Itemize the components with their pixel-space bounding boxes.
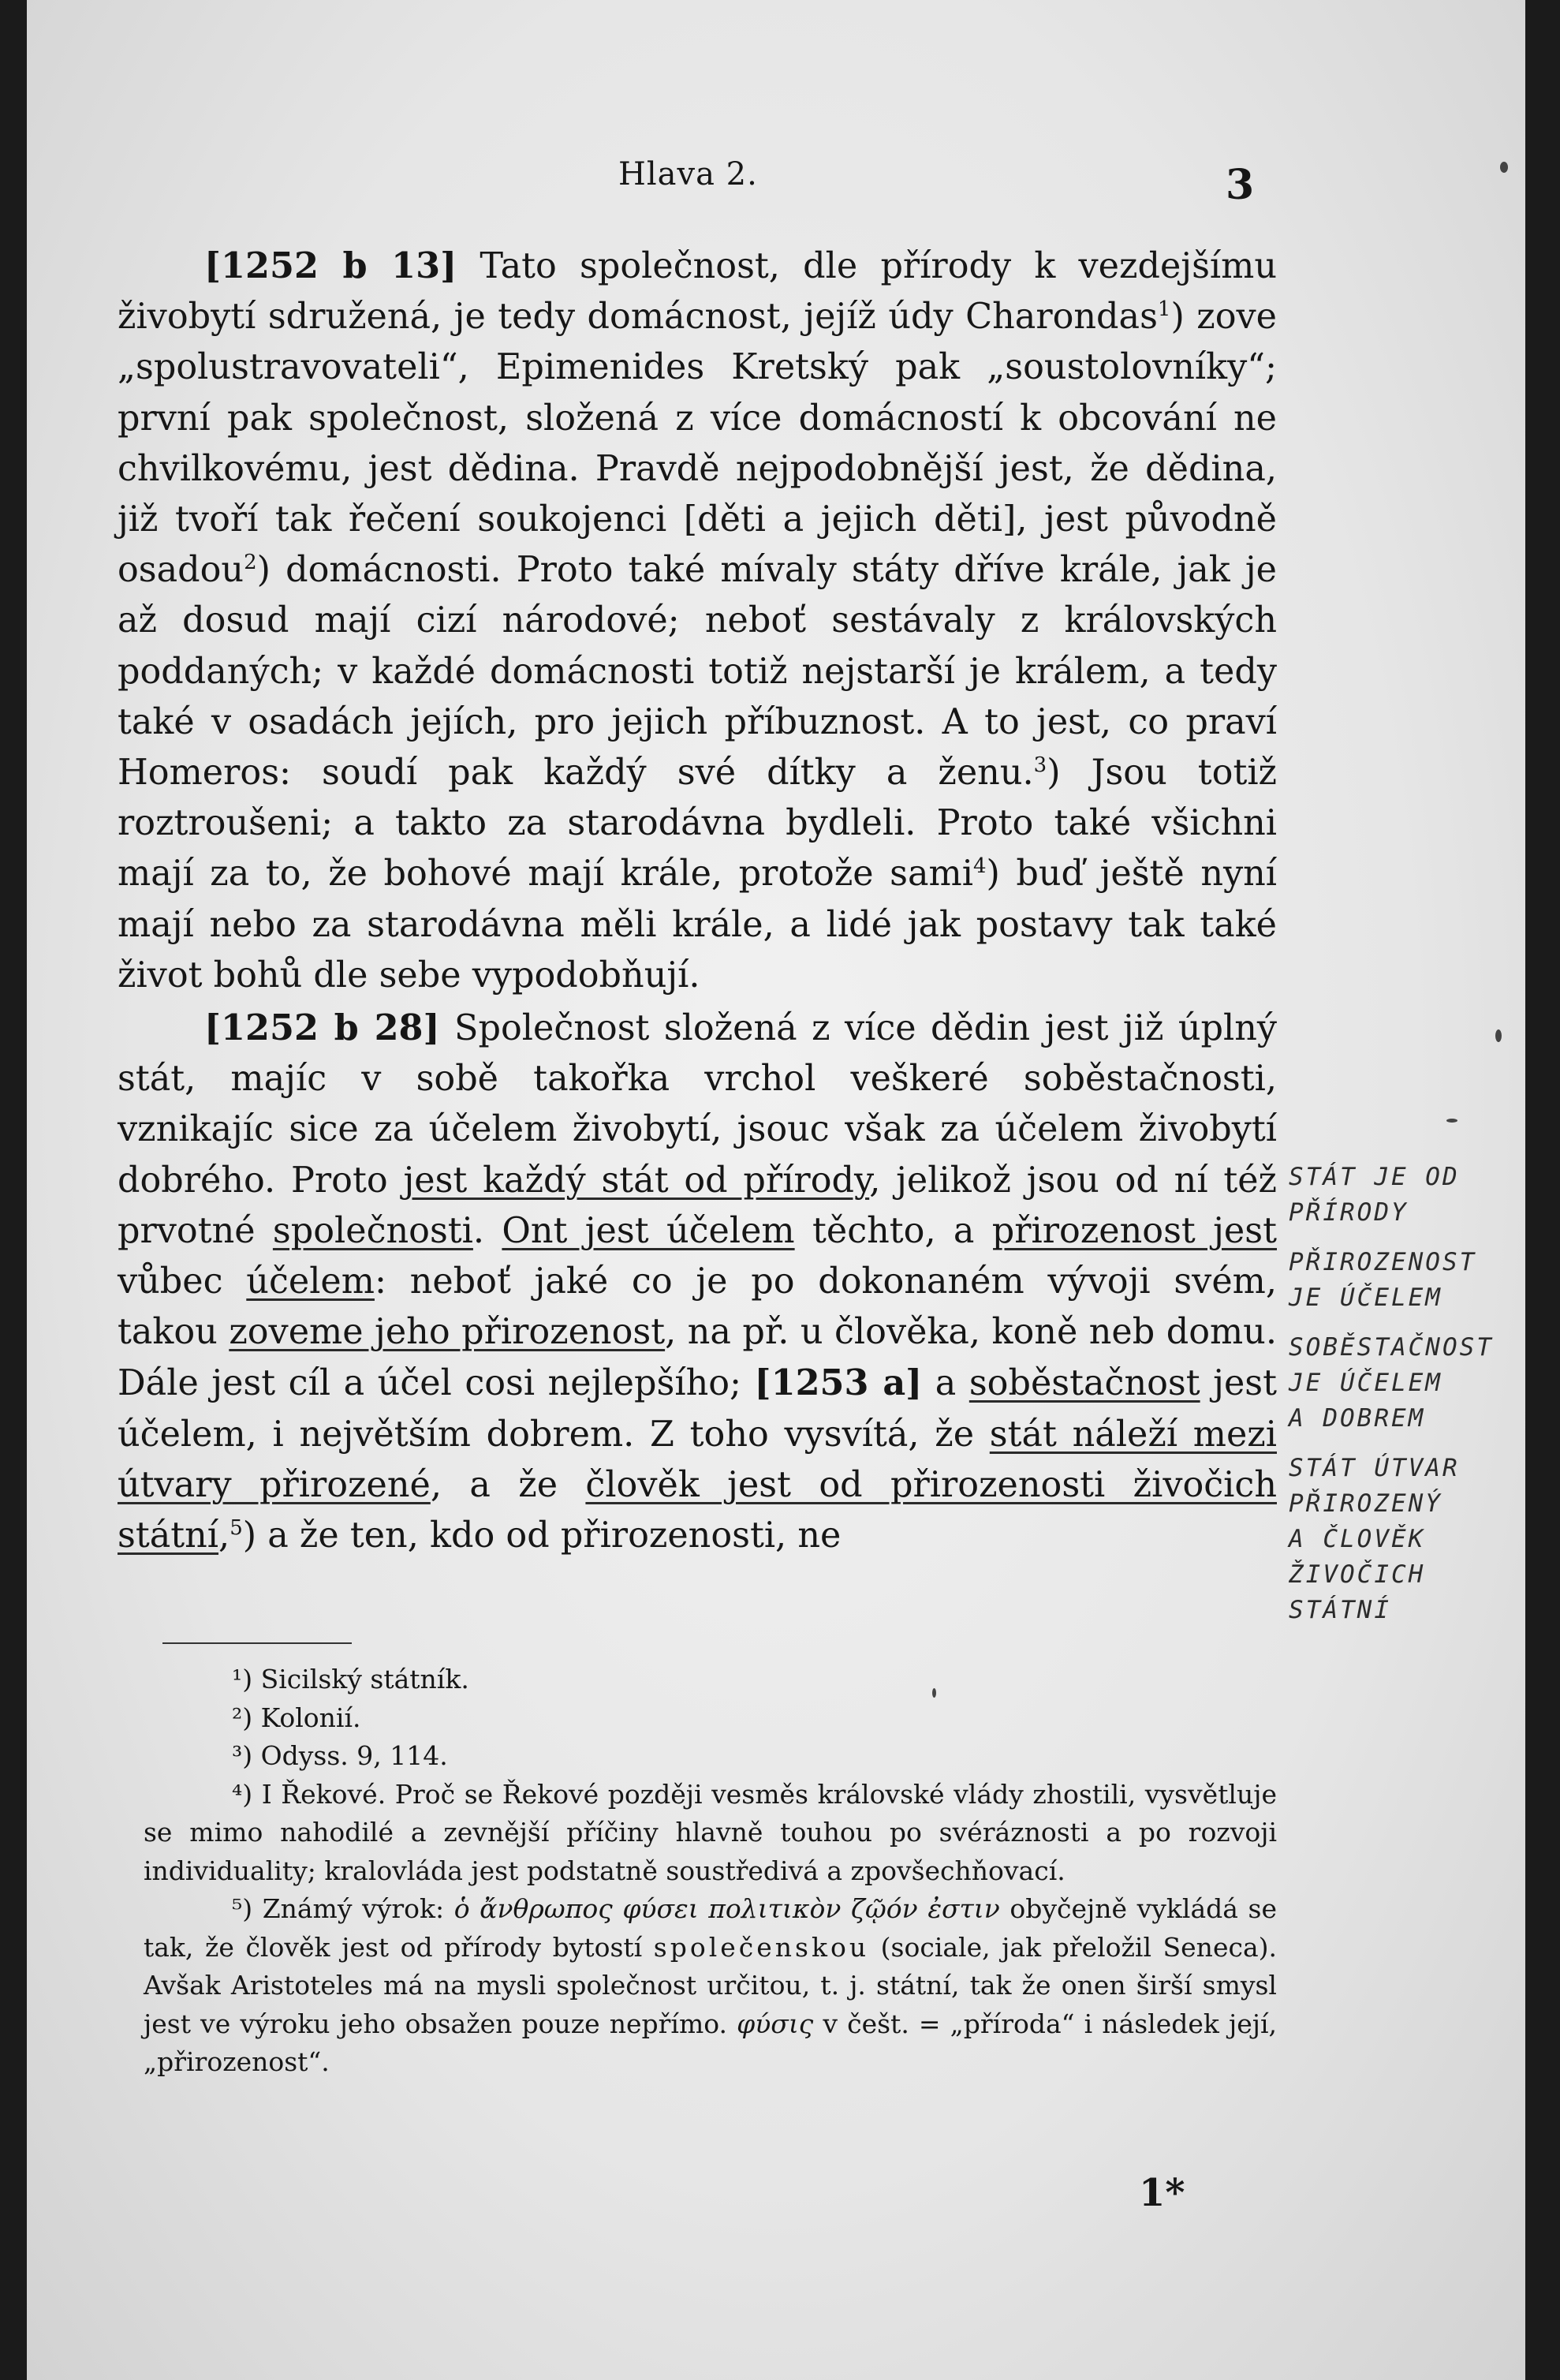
margin-note-line: ŽIVOČICH <box>1289 1560 1426 1589</box>
text-run: ) a že ten, kdo od přirozenosti, ne <box>242 1515 842 1556</box>
text-run: . <box>472 1210 502 1251</box>
footnote-2 <box>144 1699 1277 1738</box>
margin-gap <box>1289 1437 1525 1451</box>
greek-quote: ὁ ἄνθρωπος φύσει πολιτικὸν ζῷόν ἐστιν <box>453 1893 1000 1924</box>
text-run: ) buď ještě nyní mají nebo za starodávna měli krále, a lidé jak postavy tak také život bohů dle sebe vypodobňují. <box>118 854 1278 996</box>
text-run: , <box>218 1515 230 1556</box>
underlined-phrase: jest každý stát od přírody <box>403 1160 870 1201</box>
text-run: : neboť jaké co je po dokonaném vývoji svém, takou <box>118 1261 1277 1353</box>
footnote-text: Kolonií. <box>252 1702 361 1733</box>
margin-gap <box>1289 1231 1525 1245</box>
margin-note-line: PŘIROZENOST <box>1289 1248 1477 1276</box>
greek-word: φύσις <box>737 2008 814 2039</box>
underlined-phrase: přirozenost jest <box>991 1210 1277 1251</box>
footnote-1 <box>144 1661 1277 1699</box>
text-run: ) domácnosti. Proto také mívaly státy dříve krále, jak je až dosud mají cizí národové; neboť sestávaly z královských poddaných; v každé domácnosti totiž nejstarší je králem, a tedy také v osadách jejích, pro jejich příbuznost. A to jest, co praví Homeros: soudí pak každý své dítky a ženu. <box>118 550 1277 794</box>
footnote-text: I Řekové. Proč se Řekové později vesměs královské vlády zhostili, vysvětluje se mimo nahodilé a zevnější příčiny hlavně touhou po svéráznosti a po rozvoji individuality; kralovláda jest podstatně soustředivá a zpovšechňovací. <box>144 1778 1277 1886</box>
margin-note-line: JE ÚČELEM <box>1289 1283 1442 1312</box>
footnote-divider <box>162 1642 352 1644</box>
scan-speck <box>932 1688 936 1698</box>
footnote-4 <box>144 1776 1277 1891</box>
footnote-ref-5: 5 <box>230 1516 243 1541</box>
scan-speck <box>1500 162 1508 173</box>
paragraph-1 <box>118 241 1277 1001</box>
text-run: ) Jsou totiž roztroušeni; a takto za starodávna bydleli. Proto také všichni mají za to, že bohové mají krále, protože sami <box>118 753 1278 895</box>
sheet-signature: 1* <box>1139 2171 1185 2215</box>
footnote-ref-4: 4 <box>972 854 987 879</box>
footnote-ref-2: 2 <box>244 551 257 575</box>
underlined-phrase: soběstačnost <box>968 1363 1200 1404</box>
footnote-text: Známý výrok: <box>252 1893 454 1924</box>
margin-note-line: A DOBREM <box>1289 1404 1426 1433</box>
text-run: ) zove „spolustravovateli“, Epimenides Kretský pak „soustolovníky“; první pak společnost, složená z více domácností k obcování ne chvilkovému, jest dědina. Pravdě nejpodobnější jest, že dědina, již tvoří tak řečení soukojenci [děti a jejich děti], jest původně osadou <box>118 297 1278 591</box>
handwritten-margin-notes <box>1289 1160 1525 1628</box>
footnote-text: obyčejně vykládá se tak, že člověk jest od přírody bytostí <box>144 1893 1278 1963</box>
bekker-reference: [1252 b 13] <box>204 245 457 286</box>
text-run: , jelikož jsou od ní též prvotné <box>118 1160 1278 1251</box>
footnotes <box>144 1661 1277 2082</box>
footnote-ref-3: 3 <box>1033 753 1047 778</box>
spaced-emphasis: společenskou <box>653 1931 870 1963</box>
footnote-number: ⁵) <box>232 1893 253 1924</box>
margin-note-line: STÁT JE OD <box>1289 1163 1460 1191</box>
text-run: těchto, a <box>794 1210 992 1251</box>
page-number: 3 <box>1226 161 1255 209</box>
footnote-3 <box>144 1737 1277 1776</box>
scan-speck <box>1495 1029 1502 1042</box>
margin-note-line: SOBĚSTAČNOST <box>1289 1333 1494 1362</box>
footnote-text: (sociale, jak přeložil Seneca). Avšak Aristoteles má na mysli společnost určitou, t. j. státní, tak že onen širší smysl jest ve výroku jeho obsažen pouze nepřímo. <box>144 1931 1277 2039</box>
underlined-phrase: stát náleží mezi útvary přirozené <box>118 1414 1277 1505</box>
underlined-phrase: Ont jest účelem <box>502 1210 795 1251</box>
footnote-number: ²) <box>232 1702 253 1733</box>
footnote-text: Odyss. 9, 114. <box>252 1740 448 1771</box>
underlined-phrase: zoveme jeho přirozenost <box>229 1312 666 1353</box>
text-run: , a že <box>430 1464 586 1505</box>
underlined-phrase: účelem <box>246 1261 375 1302</box>
footnote-text: v češt. = „příroda“ i následek její, „přirozenost“. <box>144 2008 1278 2077</box>
margin-note-line: JE ÚČELEM <box>1289 1369 1442 1397</box>
margin-note-line: STÁTNÍ <box>1289 1596 1391 1624</box>
text-run: Společnost složená z více dědin jest již úplný stát, majíc v sobě takořka vrchol veškeré soběstačnosti, vznikajíc sice za účelem živobytí, jsouc však za účelem živobytí dobrého. Proto <box>118 1008 1277 1201</box>
underlined-phrase: společnosti <box>272 1210 473 1251</box>
margin-note-line: STÁT ÚTVAR <box>1289 1454 1460 1482</box>
page-header <box>27 156 1525 211</box>
scan-speck <box>1446 1119 1457 1123</box>
running-head: Hlava 2. <box>618 156 758 192</box>
text-run: Tato společnost, dle přírody k vezdejšímu živobytí sdružená, je tedy domácnost, jejíž údy Charondas <box>118 246 1277 338</box>
underlined-phrase: člověk jest od přirozenosti živočich státní <box>118 1464 1277 1556</box>
bekker-reference: [1253 a] <box>754 1362 923 1404</box>
paragraph-2 <box>118 1003 1277 1561</box>
text-run: vůbec <box>118 1261 247 1302</box>
scanned-page <box>27 0 1525 2380</box>
margin-note-line: PŘIROZENÝ <box>1289 1489 1442 1518</box>
bekker-reference: [1252 b 28] <box>204 1007 440 1049</box>
footnote-number: ¹) <box>232 1664 253 1694</box>
text-run: jest účelem, i největším dobrem. Z toho vysvítá, že <box>118 1363 1278 1455</box>
footnote-ref-1: 1 <box>1157 297 1171 322</box>
text-run: , na př. u člověka, koně neb domu. Dále jest cíl a účel cosi nejlepšího; <box>118 1312 1277 1404</box>
footnote-number: ⁴) <box>232 1778 253 1810</box>
text-run: a <box>922 1363 969 1404</box>
margin-note-line: A ČLOVĚK <box>1289 1525 1426 1553</box>
margin-gap <box>1289 1316 1525 1330</box>
footnote-text: Sicilský státník. <box>252 1664 469 1694</box>
footnote-number: ³) <box>232 1740 253 1771</box>
main-text <box>118 241 1277 1561</box>
footnote-5 <box>144 1890 1277 2082</box>
margin-note-line: PŘÍRODY <box>1289 1198 1409 1227</box>
